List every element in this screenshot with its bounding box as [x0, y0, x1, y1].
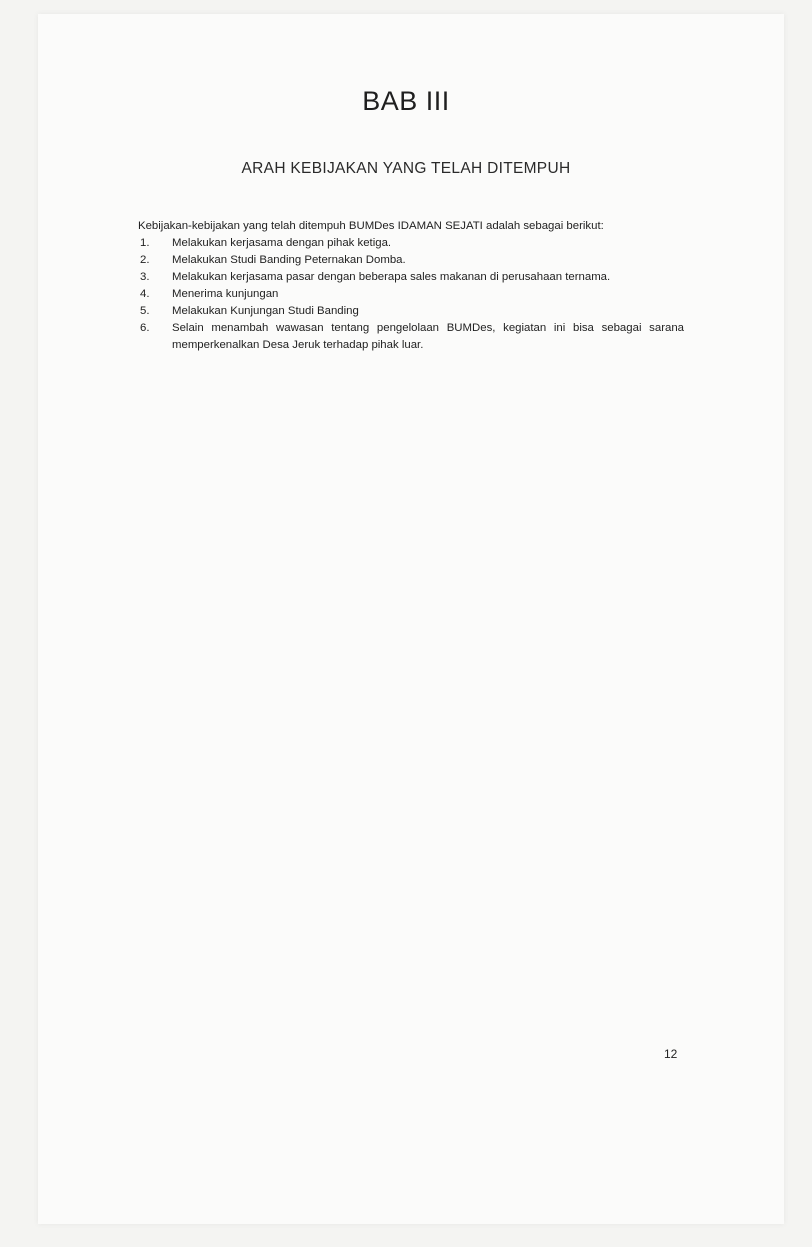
list-item	[138, 303, 684, 320]
body-text	[138, 218, 684, 354]
list-item	[138, 286, 684, 303]
list-item-text: Melakukan kerjasama dengan pihak ketiga.	[172, 237, 392, 249]
list-item-number: 4.	[140, 288, 150, 300]
intro-paragraph: Kebijakan-kebijakan yang telah ditempuh BUMDes IDAMAN SEJATI adalah sebagai berikut:	[138, 220, 604, 232]
list-item	[138, 252, 684, 269]
list-item	[138, 235, 684, 252]
policy-list	[138, 235, 684, 354]
list-item-text: Melakukan Studi Banding Peternakan Domba.	[172, 254, 406, 266]
list-item-text: Melakukan kerjasama pasar dengan beberapa sales makanan di perusahaan ternama.	[172, 271, 611, 283]
list-item-number: 3.	[140, 271, 150, 283]
list-item	[138, 320, 684, 354]
list-item	[138, 269, 684, 286]
section-title: ARAH KEBIJAKAN YANG TELAH DITEMPUH	[241, 160, 571, 177]
list-item-number: 6.	[140, 322, 150, 334]
chapter-title: BAB III	[362, 86, 450, 116]
list-item-number: 1.	[140, 237, 150, 249]
list-item-text: Menerima kunjungan	[172, 288, 279, 300]
list-item-text: Selain menambah wawasan tentang pengelolaan BUMDes, kegiatan ini bisa sebagai sarana memperkenalkan Desa Jeruk terhadap pihak luar.	[172, 322, 684, 351]
page-number: 12	[664, 1047, 678, 1061]
list-item-text: Melakukan Kunjungan Studi Banding	[172, 305, 359, 317]
list-item-number: 2.	[140, 254, 150, 266]
list-item-number: 5.	[140, 305, 150, 317]
